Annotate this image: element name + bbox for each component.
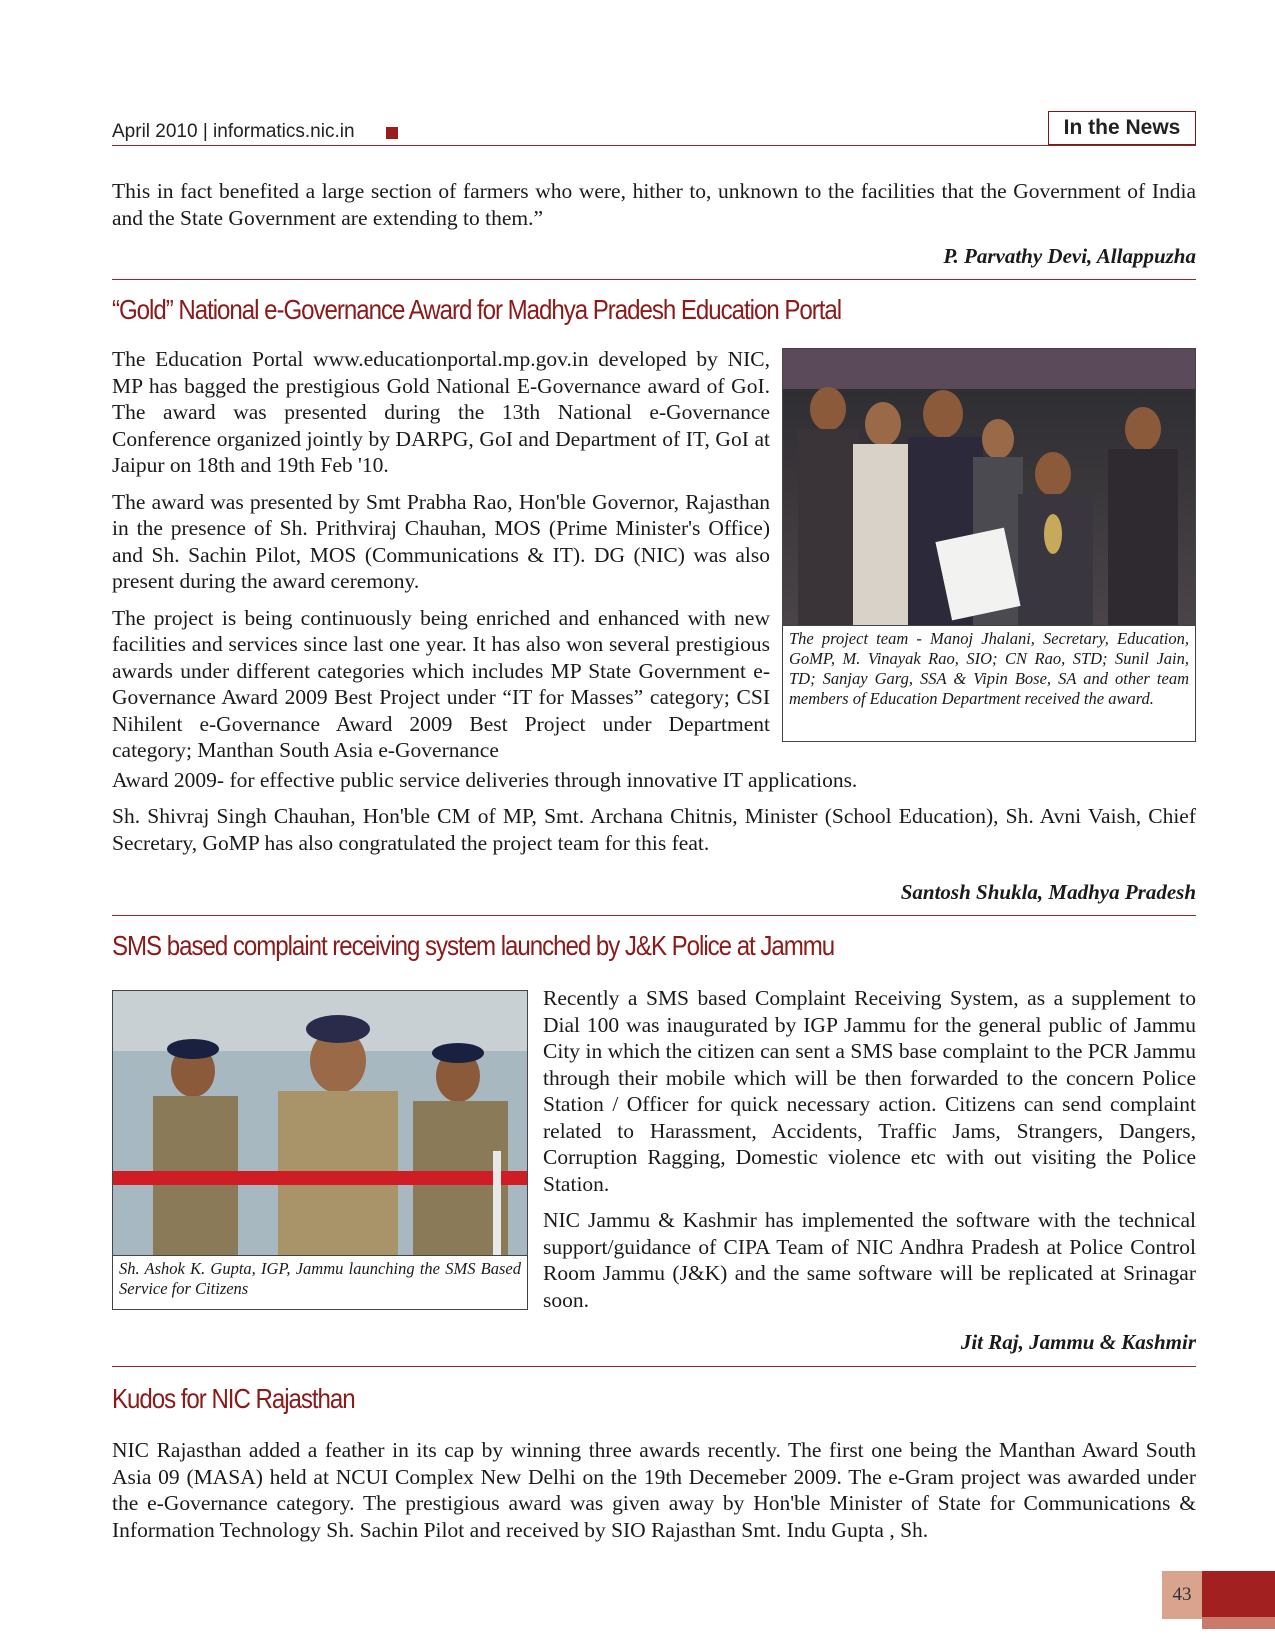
article1-paragraph-3: The project is being continuously being enriched and enhanced with new facilities and services since last one year. It has also won several prestigious awards under different categories which includes MP State Government e-Governance Award 2009 Best Project under “IT for Masses” category; CSI Nihilent e-Governance Award 2009 Best Project under Department category; Manthan South Asia e-Governance (112, 605, 770, 762)
article1-photo-frame (782, 348, 1196, 742)
article1-photo-caption: The project team - Manoj Jhalani, Secretary, Education, GoMP, M. Vinayak Rao, SIO; CN Rao, STD; Sunil Jain, TD; Sanjay Garg, SSA & Vipin Bose, SA and other team members of Education Department received the award. (783, 625, 1195, 712)
section-rule-2 (112, 915, 1196, 916)
article2-paragraph-2: NIC Jammu & Kashmir has implemented the software with the technical support/guidance of CIPA Team of NIC Andhra Pradesh at Police Control Room Jammu (J&K) and the same software will be replicated at Srinagar soon. (543, 1208, 1196, 1312)
police-launch-photo (113, 991, 527, 1255)
footer-accent-strip (1202, 1617, 1275, 1629)
article3-title: Kudos for NIC Rajasthan (112, 1383, 355, 1414)
article1-paragraph-3-end: Award 2009- for effective public service deliveries through innovative IT applications. (112, 768, 858, 792)
article1-paragraph-1: The Education Portal www.educationportal.mp.gov.in developed by NIC, MP has bagged the prestigious Gold National E-Governance award of GoI. The award was presented during the 13th National e-Governance Conference organized jointly by DARPG, GoI and Department of IT, GoI at Jaipur on 18th and 19th Feb '10. (112, 347, 770, 477)
section-rule-3 (112, 1366, 1196, 1367)
article2-body (543, 985, 1196, 1323)
article2-byline: Jit Raj, Jammu & Kashmir (960, 1330, 1196, 1354)
page-number: 43 (1172, 1584, 1192, 1605)
article2-paragraph-1: Recently a SMS based Complaint Receiving System, as a supplement to Dial 100 was inaugurated by IGP Jammu for the general public of Jammu City in which the citizen can sent a SMS base complaint to the PCR Jammu through their mobile which will be then forwarded to the concern Police Station / Officer for quick necessary action. Citizens can send complaint related to Harassment, Accidents, Traffic Jams, Strangers, Dangers, Corruption Ragging, Domestic violence etc with out visiting the Police Station. (543, 986, 1196, 1196)
article3-paragraph-1: NIC Rajasthan added a feather in its cap by winning three awards recently. The first one being the Manthan Award South Asia 09 (MASA) held at NCUI Complex New Delhi on the 19th Decemeber 2009. The e-Gram project was awarded under the e-Governance category. The prestigious award was given away by Hon'ble Minister of State for Communications & Information Technology Sh. Sachin Pilot and received by SIO Rajasthan Smt. Indu Gupta , Sh. (112, 1438, 1196, 1542)
header-rule (112, 145, 1196, 146)
award-ceremony-photo (783, 349, 1195, 625)
section-label: In the News (1048, 111, 1196, 145)
article2-title: SMS based complaint receiving system launched by J&K Police at Jammu (112, 930, 835, 961)
article1-byline: Santosh Shukla, Madhya Pradesh (900, 880, 1196, 904)
intro-byline: P. Parvathy Devi, Allappuzha (943, 244, 1196, 268)
footer-accent-block (1202, 1571, 1275, 1617)
article1-paragraph-2: The award was presented by Smt Prabha Rao, Hon'ble Governor, Rajasthan in the presence of Sh. Prithviraj Chauhan, MOS (Prime Minister's Office) and Sh. Sachin Pilot, MOS (Communications & IT). DG (NIC) was also present during the award ceremony. (112, 489, 770, 593)
article1-title: “Gold” National e-Governance Award for Madhya Pradesh Education Portal (112, 294, 842, 325)
article1-body (112, 346, 770, 764)
section-rule-1 (112, 279, 1196, 280)
intro-paragraph: This in fact benefited a large section of farmers who were, hither to, unknown to the facilities that the Government of India and the State Government are extending to them.” (112, 179, 1196, 230)
article1-paragraph-4: Sh. Shivraj Singh Chauhan, Hon'ble CM of MP, Smt. Archana Chitnis, Minister (School Education), Sh. Avni Vaish, Chief Secretary, GoMP has also congratulated the project team for this feat. (112, 804, 1196, 855)
header-square-marker (386, 127, 398, 139)
header-issue-info: April 2010 | informatics.nic.in (112, 121, 355, 142)
article2-photo-caption: Sh. Ashok K. Gupta, IGP, Jammu launching the SMS Based Service for Citizens (113, 1255, 527, 1302)
article2-photo-frame (112, 990, 528, 1310)
